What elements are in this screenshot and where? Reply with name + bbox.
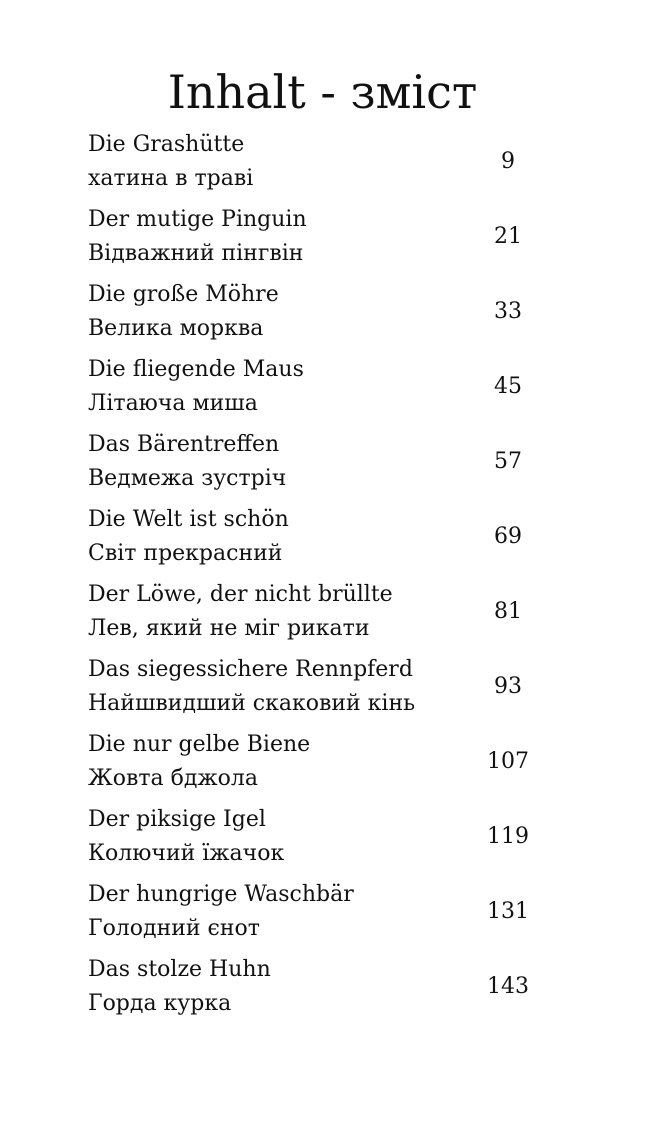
toc-title-ukrainian: Горда курка xyxy=(88,991,232,1016)
toc-title-german: Die nur gelbe Biene xyxy=(88,732,311,757)
toc-entry-titles xyxy=(88,353,448,421)
toc-entry-titles xyxy=(88,728,448,796)
toc-title-german: Der piksige Igel xyxy=(88,807,266,832)
toc-title-german: Das siegessichere Rennpferd xyxy=(88,657,413,682)
toc-entry xyxy=(88,428,548,503)
toc-entry xyxy=(88,353,548,428)
toc-entry-titles xyxy=(88,128,448,196)
page-title: Inhalt - зміст xyxy=(167,65,478,119)
toc-title-ukrainian: хатина в траві xyxy=(88,166,254,191)
table-of-contents xyxy=(88,128,548,1028)
toc-entry xyxy=(88,203,548,278)
toc-entry xyxy=(88,653,548,728)
toc-page-number: 81 xyxy=(494,599,522,624)
toc-title-ukrainian: Найшвидший скаковий кінь xyxy=(88,691,416,716)
toc-page-number: 93 xyxy=(494,674,522,699)
toc-page-number: 33 xyxy=(494,299,522,324)
toc-page-number: 131 xyxy=(487,899,529,924)
toc-page-number: 119 xyxy=(487,824,529,849)
toc-title-german: Die Welt ist schön xyxy=(88,507,289,532)
toc-page-number: 21 xyxy=(494,224,522,249)
toc-entry xyxy=(88,803,548,878)
toc-title-german: Der mutige Pinguin xyxy=(88,207,307,232)
toc-title-ukrainian: Ведмежа зустріч xyxy=(88,466,287,491)
toc-title-ukrainian: Літаюча миша xyxy=(88,391,258,416)
toc-entry-titles xyxy=(88,503,448,571)
toc-entry xyxy=(88,953,548,1028)
toc-entry-titles xyxy=(88,578,448,646)
toc-page-number: 57 xyxy=(494,449,522,474)
toc-title-german: Die fliegende Maus xyxy=(88,357,304,382)
toc-entry-titles xyxy=(88,653,448,721)
toc-title-german: Die große Möhre xyxy=(88,282,279,307)
toc-title-ukrainian: Голодний єнот xyxy=(88,916,260,941)
toc-page-number: 107 xyxy=(487,749,529,774)
toc-title-ukrainian: Відважний пінгвін xyxy=(88,241,304,266)
toc-page-number: 69 xyxy=(494,524,522,549)
toc-page-number: 143 xyxy=(487,974,529,999)
toc-entry xyxy=(88,578,548,653)
toc-title-german: Das stolze Huhn xyxy=(88,957,271,982)
toc-entry xyxy=(88,128,548,203)
toc-title-ukrainian: Колючий їжачок xyxy=(88,841,285,866)
toc-entry xyxy=(88,728,548,803)
toc-title-german: Der hungrige Waschbär xyxy=(88,882,354,907)
toc-title-ukrainian: Лев, який не міг рикати xyxy=(88,616,370,641)
toc-entry xyxy=(88,878,548,953)
toc-entry-titles xyxy=(88,428,448,496)
toc-entry-titles xyxy=(88,878,448,946)
toc-entry-titles xyxy=(88,953,448,1021)
toc-page-number: 9 xyxy=(501,149,515,174)
toc-entry-titles xyxy=(88,203,448,271)
toc-title-ukrainian: Світ прекрасний xyxy=(88,541,283,566)
toc-entry-titles xyxy=(88,278,448,346)
toc-title-german: Das Bärentreffen xyxy=(88,432,280,457)
toc-title-ukrainian: Велика морква xyxy=(88,316,264,341)
toc-title-german: Die Grashütte xyxy=(88,132,245,157)
toc-entry xyxy=(88,278,548,353)
toc-title-german: Der Löwe, der nicht brüllte xyxy=(88,582,393,607)
toc-title-ukrainian: Жовта бджола xyxy=(88,766,258,791)
toc-entry xyxy=(88,503,548,578)
toc-page-number: 45 xyxy=(494,374,522,399)
toc-entry-titles xyxy=(88,803,448,871)
